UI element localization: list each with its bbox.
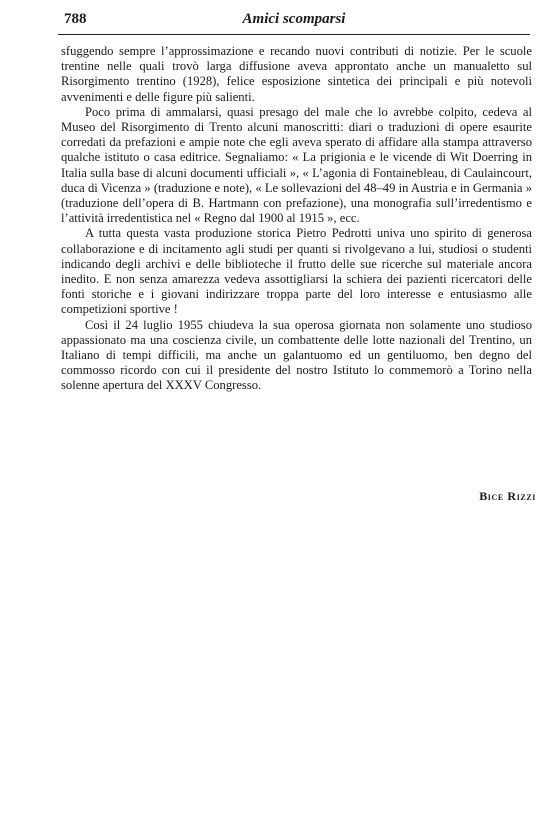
author-signature: Bice Rizzi <box>479 489 536 503</box>
paragraph-1: sfuggendo sempre l’approssimazione e recando nuovi contributi di notizie. Per le scuole trentine nelle quali trovò larga diffusione aveva approntato anche un manualetto sul Risorgimento trentino (1928), felice esposizione sintetica dei principali e più notevoli avvenimenti e delle figure più salienti. <box>61 44 532 104</box>
page-number: 788 <box>64 11 87 27</box>
paragraph-2: Poco prima di ammalarsi, quasi presago del male che lo avrebbe colpito, cedeva al Museo del Risorgimento di Trento alcuni manoscritti: diari o traduzioni di opere esaurite corredati da prefazioni e ampie note che egli aveva sperato di affidare alla stampa attraverso qualche istituto o casa editrice. Segnaliamo: « La prigionia e le vicende di Wit Doerring in Italia sulla base di alcuni documenti ufficiali », « L’agonia di Fontainebleau, di Caulaincourt, duca di Vicenza » (traduzione e note), « Le sollevazioni del 48–49 in Austria e in Germania » (traduzione dell’opera di B. Hartmann con prefazione), una monografia sull’irredentismo e l’attività irredentistica nel « Regno dal 1900 al 1915 », ecc. <box>61 104 532 226</box>
article-body <box>61 44 532 394</box>
running-title: Amici scomparsi <box>242 11 346 27</box>
paragraph-4: Così il 24 luglio 1955 chiudeva la sua operosa giornata non solamente uno studioso appassionato ma una coscienza civile, un combattente delle lotte nazionali del Trentino, un Italiano di tempi difficili, ma anche un galantuomo ed un gentiluomo, ben degno del commosso ricordo con cui il presidente del nostro Istituto lo commemorò a Torino nella solenne apertura del XXXV Congresso. <box>61 317 532 393</box>
paragraph-3: A tutta questa vasta produzione storica Pietro Pedrotti univa uno spirito di generosa collaborazione e di incitamento agli studi per quanti si rivolgevano a lui, studiosi o studenti indicando degli archivi e delle biblioteche il frutto delle sue ricerche sul materiale ancora inedito. E non senza amarezza vedeva assottigliarsi la schiera dei pazienti ricercatori delle fonti storiche e i giovani indirizzare troppa parte del loro interesse e entusiasmo alle competizioni sportive ! <box>61 226 532 317</box>
page-header <box>58 8 530 35</box>
